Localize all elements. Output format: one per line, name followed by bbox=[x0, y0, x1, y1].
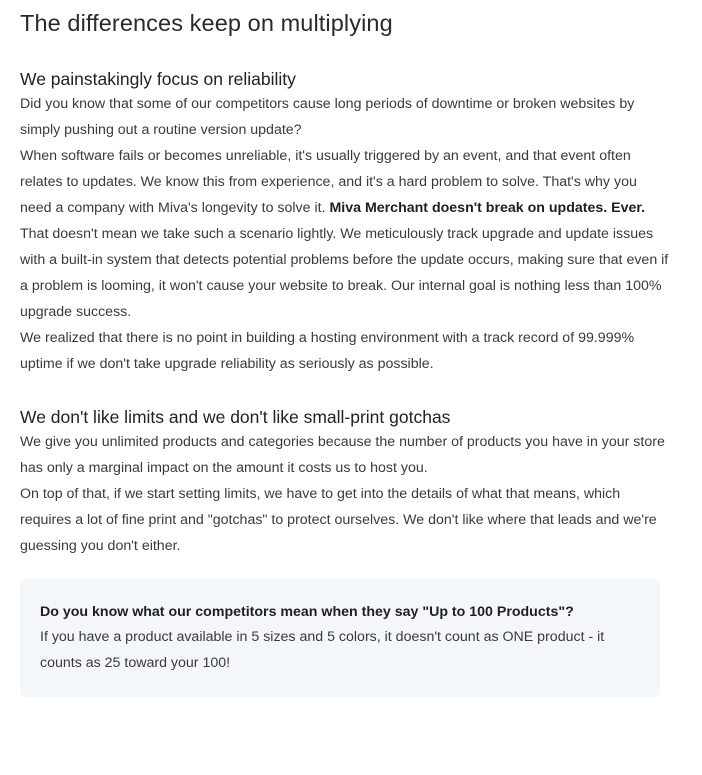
limits-paragraph-2: On top of that, if we start setting limits, we have to get into the details of what that means, which requires a lot of fine print and "gotchas" to protect ourselves. We don't like where that leads and we're guessing you don't either. bbox=[20, 486, 657, 554]
limits-heading: We don't like limits and we don't like small-print gotchas bbox=[20, 407, 451, 427]
page-title: The differences keep on multiplying bbox=[20, 10, 393, 36]
callout-answer: If you have a product available in 5 sizes and 5 colors, it doesn't count as ONE product - it counts as 25 toward your 100! bbox=[40, 629, 605, 671]
reliability-paragraph-4: We realized that there is no point in building a hosting environment with a track record of 99.999% uptime if we don't take upgrade reliability as seriously as possible. bbox=[20, 330, 635, 372]
limits-paragraph-1: We give you unlimited products and categories because the number of products you have in your store has only a marginal impact on the amount it costs us to host you. bbox=[20, 434, 665, 476]
callout-question: Do you know what our competitors mean when they say "Up to 100 Products"? bbox=[40, 604, 574, 620]
reliability-heading: We painstakingly focus on reliability bbox=[20, 69, 296, 89]
reliability-paragraph-3: That doesn't mean we take such a scenario lightly. We meticulously track upgrade and update issues with a built-in system that detects potential problems before the update occurs, making sure that even if a problem is looming, it won't cause your website to break. Our internal goal is nothing less than 100% upgrade success. bbox=[20, 226, 669, 320]
reliability-paragraph-2 bbox=[20, 143, 670, 221]
reliability-paragraph-1: Did you know that some of our competitors cause long periods of downtime or broken websites by simply pushing out a routine version update? bbox=[20, 96, 635, 138]
products-callout bbox=[20, 579, 660, 697]
reliability-paragraph-2-emphasis: Miva Merchant doesn't break on updates. Ever. bbox=[329, 200, 646, 216]
reliability-paragraph-2-text: When software fails or becomes unreliable, it's usually triggered by an event, and that event often relates to updates. We know this from experience, and it's a hard problem to solve. That's why you need a company with Miva's longevity to solve it. bbox=[20, 148, 637, 216]
